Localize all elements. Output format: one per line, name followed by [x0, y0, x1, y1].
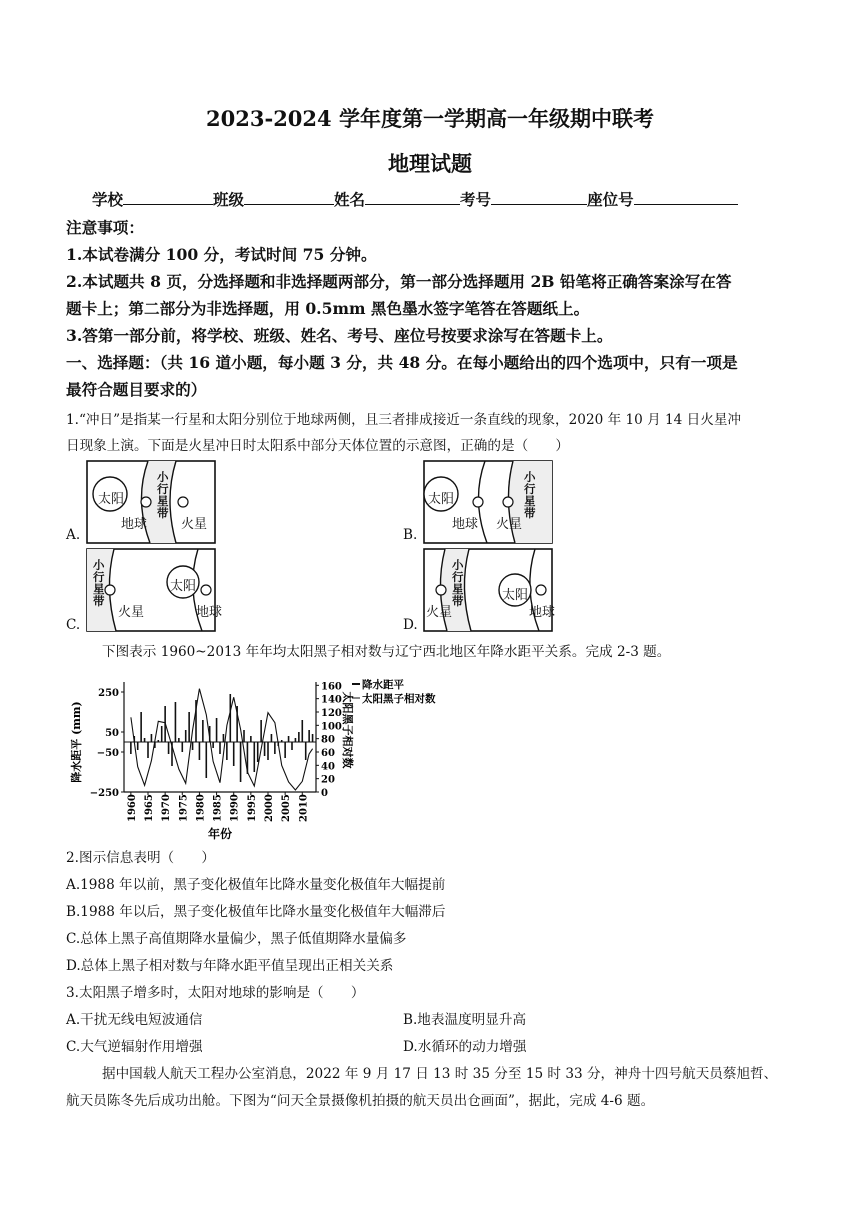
- q3-option-a[interactable]: A.干扰无线电短波通信: [66, 1012, 203, 1028]
- field-school-label: 学校: [92, 190, 124, 209]
- field-name-label: 姓名: [334, 190, 366, 209]
- x-axis-label: 年份: [208, 827, 233, 841]
- q1-c-mars-label: 火星: [118, 605, 145, 620]
- student-info-row: [92, 188, 738, 210]
- q1-a-sun-label: 太阳: [98, 492, 125, 507]
- q2-option-c[interactable]: C.总体上黑子高值期降水量偏少，黑子低值期降水量偏多: [66, 931, 407, 947]
- q2-option-b[interactable]: B.1988 年以后，黑子变化极值年比降水量变化极值年大幅滞后: [66, 904, 446, 920]
- q1-b-sun-label: 太阳: [428, 492, 455, 507]
- x-tick-label: 1970: [161, 794, 173, 822]
- x-tick-label: 2005: [281, 794, 293, 822]
- right-tick-label: 160: [321, 681, 342, 693]
- chart-plot: [69, 678, 436, 841]
- field-id-blank[interactable]: [491, 190, 587, 205]
- field-id-label: 考号: [460, 190, 492, 209]
- notice-item-2-line2: 题卡上；第二部分为非选择题，用 0.5mm 黑色墨水签字笔答在答题纸上。: [66, 299, 590, 318]
- left-tick-label: −50: [96, 748, 119, 759]
- q1-option-a-label[interactable]: A.: [66, 527, 81, 543]
- left-tick-label: 50: [105, 728, 119, 739]
- left-tick-label: −250: [89, 788, 119, 799]
- notice-heading: 注意事项：: [66, 218, 144, 237]
- field-name-blank[interactable]: [365, 190, 460, 205]
- q1-option-d-label[interactable]: D.: [403, 617, 418, 633]
- field-class-label: 班级: [213, 190, 245, 209]
- q1-b-belt-label: 小 行 星 带: [524, 470, 536, 520]
- intro-q2-3: 下图表示 1960~2013 年年均太阳黑子相对数与辽宁西北地区年降水距平关系。完成 2-3 题。: [102, 644, 671, 660]
- x-tick-label: 1990: [229, 794, 241, 822]
- q1-stem-line2: 日现象上演。下面是火星冲日时太阳系中部分天体位置的示意图，正确的是（ ）: [66, 438, 569, 454]
- field-seat-blank[interactable]: [634, 190, 738, 205]
- q1-b-earth-label: 地球: [452, 517, 479, 532]
- q3-option-c[interactable]: C.大气逆辐射作用增强: [66, 1039, 203, 1055]
- y2-axis-label: 太阳黑子相对数: [341, 691, 354, 769]
- notice-item-3: 3.答第一部分前，将学校、班级、姓名、考号、座位号按要求涂写在答题卡上。: [66, 326, 613, 345]
- q1-a-mars-label: 火星: [181, 517, 208, 532]
- field-school-blank[interactable]: [123, 190, 213, 205]
- q2-option-a[interactable]: A.1988 年以前，黑子变化极值年比降水量变化极值年大幅提前: [66, 877, 446, 893]
- notice-item-1: 1.本试卷满分 100 分，考试时间 75 分钟。: [66, 245, 377, 264]
- q1-d-sun-label: 太阳: [502, 588, 529, 603]
- right-tick-label: 120: [321, 708, 342, 719]
- right-tick-label: 20: [321, 774, 335, 786]
- q1-d-belt-label: 小 行 星 带: [452, 558, 464, 608]
- right-tick-label: 40: [321, 761, 335, 773]
- exam-subject: 地理试题: [388, 151, 472, 176]
- sunspot-precip-chart: [66, 670, 436, 841]
- x-tick-label: 1995: [246, 794, 258, 822]
- q1-c-sun-label: 太阳: [170, 579, 197, 594]
- q1-option-b-label[interactable]: B.: [403, 527, 418, 543]
- x-tick-label: 1960: [126, 794, 138, 822]
- intro-q4-6-line2: 航天员陈冬先后成功出舱。下图为“问天全景摄像机拍摄的航天员出仓画面”，据此，完成 4-6 题。: [66, 1093, 655, 1109]
- field-class-blank[interactable]: [244, 190, 334, 205]
- q3-option-d[interactable]: D.水循环的动力增强: [403, 1039, 527, 1055]
- q2-option-d[interactable]: D.总体上黑子相对数与年降水距平值呈现出正相关关系: [66, 958, 394, 974]
- field-seat-label: 座位号: [587, 190, 634, 209]
- q3-stem: 3.太阳黑子增多时，太阳对地球的影响是（ ）: [66, 985, 365, 1001]
- q1-stem-line1: 1.“冲日”是指某一行星和太阳分别位于地球两侧，且三者排成接近一条直线的现象，2020 年 10 月 14 日火星冲: [66, 412, 742, 428]
- q1-d-earth-label: 地球: [529, 605, 556, 620]
- section-heading-line2: 最符合题目要求的）: [66, 380, 207, 399]
- y-axis-label: 降水距平 (mm): [70, 701, 83, 783]
- q3-option-b[interactable]: B.地表温度明显升高: [403, 1012, 527, 1028]
- q1-c-earth-label: 地球: [196, 605, 223, 620]
- x-tick-label: 1965: [144, 794, 155, 822]
- x-tick-label: 2010: [298, 794, 310, 822]
- q1-a-belt-label: 小 行 星 带: [157, 470, 169, 520]
- x-tick-label: 1980: [195, 794, 207, 822]
- q1-c-belt-label: 小 行 星 带: [93, 558, 105, 608]
- x-tick-label: 1975: [178, 794, 190, 822]
- right-tick-label: 60: [321, 748, 335, 759]
- legend-sunspot-label: 太阳黑子相对数: [362, 693, 436, 705]
- intro-q4-6-line1: 据中国载人航天工程办公室消息，2022 年 9 月 17 日 13 时 35 分至 15 时 33 分，神舟十四号航天员蔡旭哲、: [102, 1066, 778, 1082]
- left-tick-label: 250: [98, 688, 119, 699]
- right-tick-label: 100: [321, 721, 342, 733]
- sunspot-line: [131, 689, 313, 790]
- q2-stem: 2.图示信息表明（ ）: [66, 850, 215, 866]
- legend-precip-label: 降水距平: [362, 679, 404, 691]
- x-tick-label: 2000: [264, 794, 275, 822]
- x-tick-label: 1985: [212, 794, 224, 822]
- q1-option-c-label[interactable]: C.: [66, 617, 81, 633]
- section-heading-line1: 一、选择题：（共 16 道小题，每小题 3 分，共 48 分。在每小题给出的四个选项中，只有一项是: [66, 353, 738, 372]
- right-tick-label: 0: [321, 788, 328, 799]
- right-tick-label: 80: [321, 734, 335, 746]
- q1-d-mars-label: 火星: [426, 605, 453, 620]
- notice-item-2-line1: 2.本试题共 8 页，分选择题和非选择题两部分，第一部分选择题用 2B 铅笔将正确答案涂写在答: [66, 272, 732, 291]
- right-tick-label: 140: [321, 694, 342, 706]
- q1-b-mars-label: 火星: [496, 517, 523, 532]
- q1-a-earth-label: 地球: [121, 517, 148, 532]
- exam-title: 2023-2024 学年度第一学期高一年级期中联考: [206, 106, 654, 131]
